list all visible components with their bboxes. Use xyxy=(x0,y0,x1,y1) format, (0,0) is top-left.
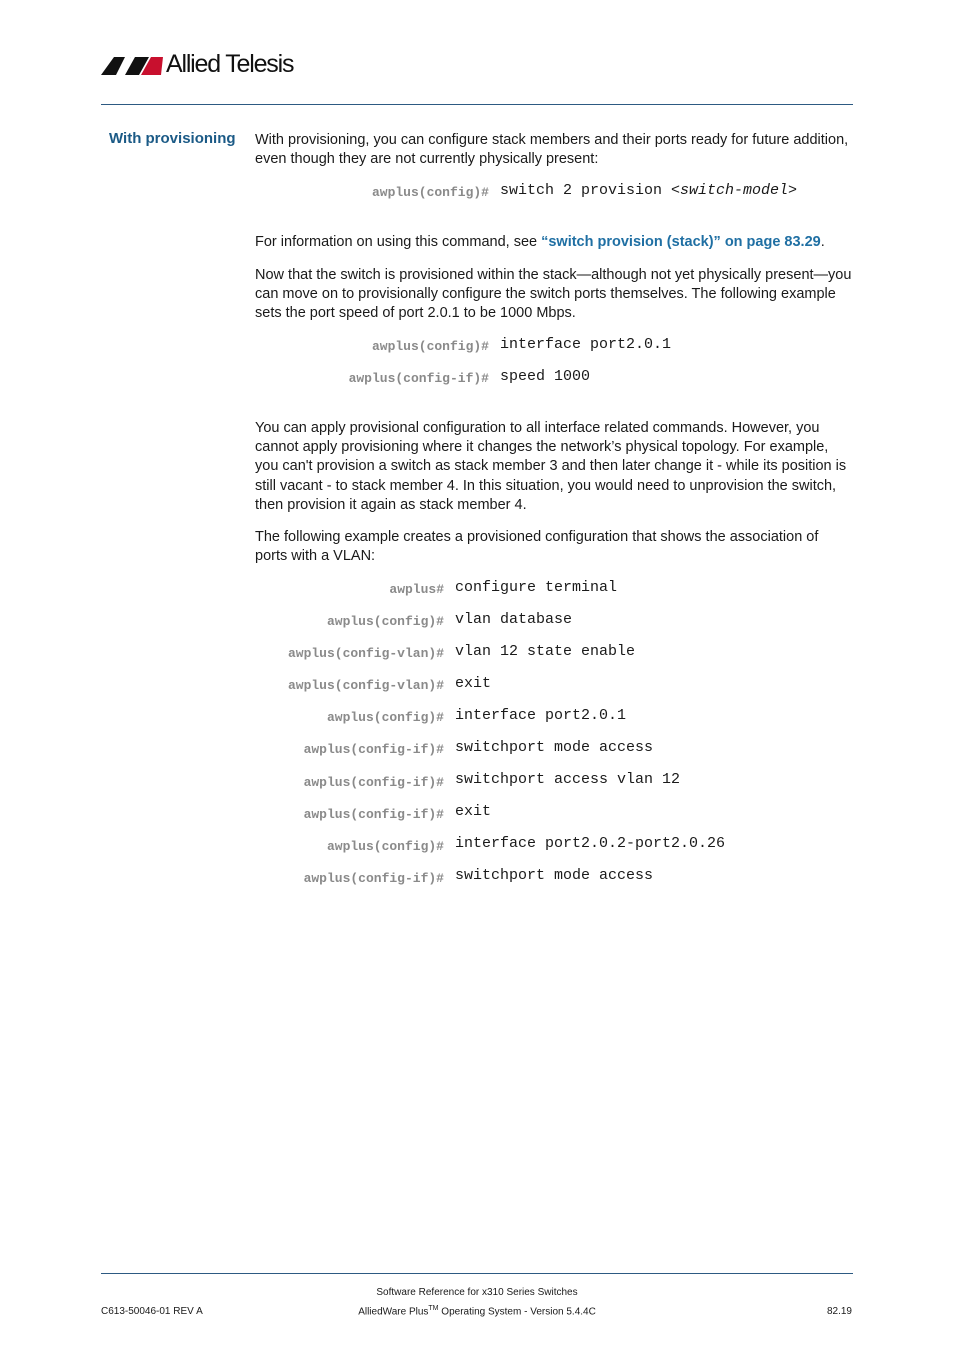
command-prompt: awplus(config-if)# xyxy=(303,871,444,886)
section-heading: With provisioning xyxy=(109,130,236,147)
command-text: switchport mode access xyxy=(455,867,654,884)
footer-page-number: 82.19 xyxy=(826,1306,852,1317)
command-prompt: awplus(config-vlan)# xyxy=(287,678,444,693)
paragraph-intro: With provisioning, you can configure stack members and their ports ready for future addition, even though they are not currently physically present: xyxy=(255,132,849,168)
footer-doc-id: C613-50046-01 REV A xyxy=(101,1306,203,1317)
command-text: interface port2.0.1 xyxy=(455,707,627,724)
command-text: switch 2 provision <switch-model> xyxy=(500,182,798,199)
command-text: vlan database xyxy=(455,611,573,628)
command-prompt: awplus(config-if)# xyxy=(348,371,489,386)
footer-title: Software Reference for x310 Series Switches xyxy=(376,1287,578,1298)
footer-divider xyxy=(101,1273,853,1274)
command-text: exit xyxy=(455,675,492,692)
command-text: switchport mode access xyxy=(455,739,654,756)
command-text: vlan 12 state enable xyxy=(455,643,636,660)
trademark-mark: TM xyxy=(428,1305,439,1312)
logo-text: Allied Telesis xyxy=(166,50,294,78)
paragraph-reference: For information on using this command, see “switch provision (stack)” on page 83.29. xyxy=(255,234,825,250)
command-prompt: awplus(config)# xyxy=(371,339,489,354)
paragraph-vlan-intro: The following example creates a provisioned configuration that shows the association of ports with a VLAN: xyxy=(255,529,819,565)
command-text: speed 1000 xyxy=(500,368,591,385)
command-text: interface port2.0.1 xyxy=(500,336,672,353)
command-parameter: <switch-model> xyxy=(671,182,798,199)
allied-telesis-logo xyxy=(101,50,301,80)
footer-product-line: AlliedWare Plus™ Operating System - Version 5.4.4C xyxy=(358,1305,596,1318)
command-prompt: awplus(config)# xyxy=(326,839,444,854)
paragraph-limitations: You can apply provisional configuration to all interface related commands. However, you cannot apply provisioning where it changes the network’s physical topology. For example, you can't provision a switch as stack member 3 and then later change it - while its position is still vacant - to stack member 4. In this situation, you would need to unprovision the switch, then provision it again as stack member 4. xyxy=(255,420,847,513)
logo-mark-icon xyxy=(101,54,163,76)
command-prompt: awplus(config-if)# xyxy=(303,742,444,757)
paragraph-port-config: Now that the switch is provisioned within the stack—although not yet physically present—you can move on to provisionally configure the switch ports themselves. The following example sets the port speed of port 2.0.1 to be 1000 Mbps. xyxy=(255,267,852,322)
switch-provision-link[interactable]: “switch provision (stack)” on page 83.29 xyxy=(541,234,821,250)
command-text: switchport access vlan 12 xyxy=(455,771,681,788)
header-divider xyxy=(101,104,853,105)
command-prompt: awplus(config)# xyxy=(326,614,444,629)
command-prompt: awplus(config-if)# xyxy=(303,807,444,822)
command-text: exit xyxy=(455,803,492,820)
command-prompt: awplus(config-if)# xyxy=(303,775,444,790)
command-prompt: awplus(config)# xyxy=(326,710,444,725)
command-prompt: awplus(config)# xyxy=(371,185,489,200)
command-text: configure terminal xyxy=(455,579,618,596)
command-prompt: awplus# xyxy=(389,582,444,597)
command-prompt: awplus(config-vlan)# xyxy=(287,646,444,661)
command-text: interface port2.0.2-port2.0.26 xyxy=(455,835,726,852)
